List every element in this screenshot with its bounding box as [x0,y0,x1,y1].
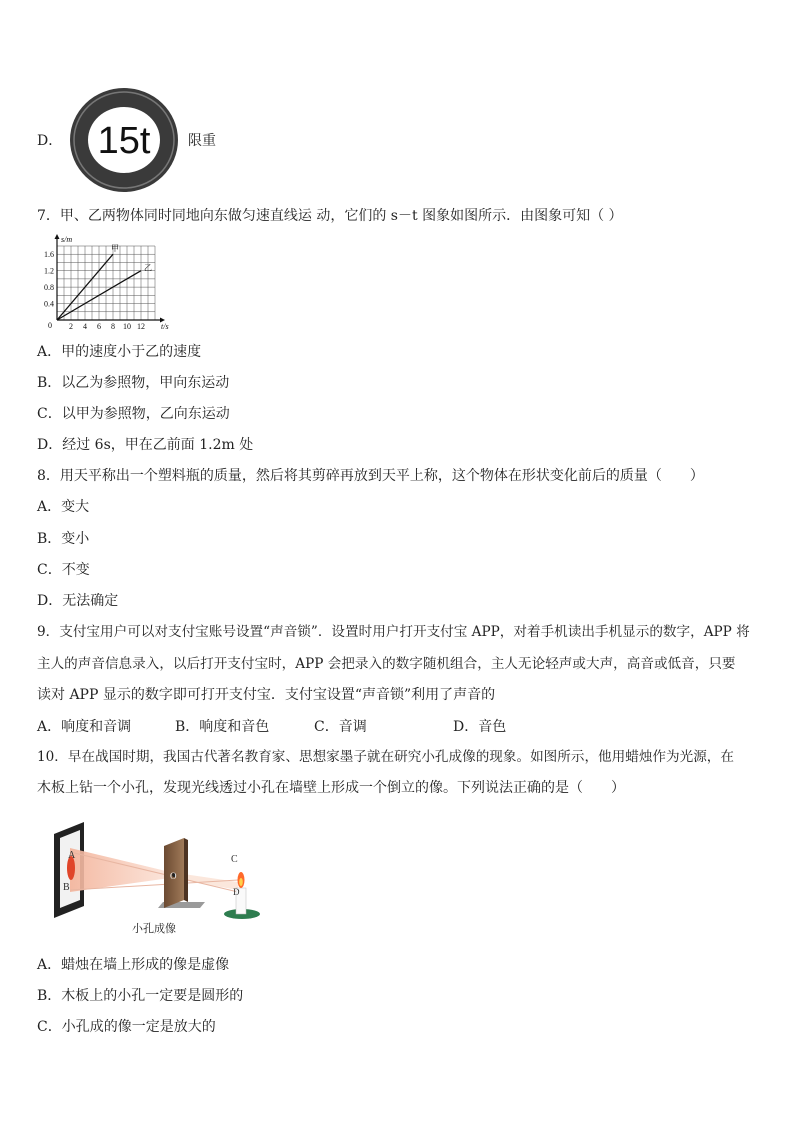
x-tick-label: 4 [83,322,87,331]
label-a: A [68,850,76,861]
x-tick-label: 2 [69,322,73,331]
label-o: O [170,871,177,881]
x-tick-label: 10 [123,322,131,331]
x-tick-label: 8 [111,322,115,331]
series-label-2: 乙 [144,263,152,273]
q7-option-a[interactable]: A．甲的速度小于乙的速度 [37,344,202,360]
y-axis-label: s/m [61,235,73,244]
q9-option-a[interactable]: A．响度和音调 [37,719,132,735]
q8-option-d[interactable]: D．无法确定 [37,593,119,609]
q9-options [0,716,794,738]
pinhole-camera-figure [40,820,270,935]
q9-stem-line-2: 主人的声音信息录入，以后打开支付宝时，APP 会把录入的数字随机组合，主人无论轻声或大声，高音或低音，只要 [37,656,736,672]
label-d: D [233,887,240,897]
q8-option-a[interactable]: A．变大 [37,499,90,515]
sign-text: 15t [97,120,151,162]
origin-label: 0 [48,321,52,330]
series-label-1: 甲 [111,244,119,254]
x-axis-label: t/s [161,322,169,331]
q10-stem-line-1: 10．早在战国时期，我国古代著名教育家、思想家墨子就在研究小孔成像的现象。如图所示，他用蜡烛作为光源，在 [37,749,734,765]
y-tick-label: 1.2 [44,266,54,276]
q9-stem-line-3: 读对 APP 显示的数字即可打开支付宝．支付宝设置“声音锁”利用了声音的 [37,687,496,703]
q9-option-d[interactable]: D．音色 [453,719,507,735]
q10-option-a[interactable]: A．蜡烛在墙上形成的像是虚像 [37,957,230,973]
option-d-suffix: 限重 [188,133,216,149]
q10-option-c[interactable]: C．小孔成的像一定是放大的 [37,1019,216,1035]
x-tick-label: 6 [97,322,101,331]
y-tick-label: 0.4 [44,299,54,309]
q9-option-c[interactable]: C．音调 [314,719,367,735]
q8-option-b[interactable]: B．变小 [37,531,90,547]
y-axis-arrow [55,234,60,239]
candle-icon [224,872,260,919]
q7-option-c[interactable]: C．以甲为参照物，乙向东运动 [37,406,230,422]
y-tick-label: 1.6 [44,250,54,260]
q7-stem: 7．甲、乙两物体同时同地向东做匀速直线运 动，它们的 s－t 图象如图所示．由图象可知（ ） [37,208,623,224]
label-c: C [231,854,238,865]
s-t-chart [37,234,167,334]
wooden-board [158,838,205,908]
q8-stem: 8．用天平称出一个塑料瓶的质量，然后将其剪碎再放到天平上称，这个物体在形状变化前后的质量（ ） [37,468,704,484]
option-d-label: D． [37,133,63,149]
figure-caption: 小孔成像 [132,923,176,935]
weight-limit-sign [60,82,180,202]
q7-option-d[interactable]: D．经过 6s，甲在乙前面 1.2m 处 [37,437,254,453]
q9-option-b[interactable]: B．响度和音色 [175,719,270,735]
q10-stem-line-2: 木板上钻一个小孔，发现光线透过小孔在墙壁上形成一个倒立的像。下列说法正确的是（ ） [37,780,625,796]
q10-option-b[interactable]: B．木板上的小孔一定要是圆形的 [37,988,244,1004]
q9-stem-line-1: 9．支付宝用户可以对支付宝账号设置“声音锁”．设置时用户打开支付宝 APP，对着手机读出手机显示的数字，APP 将 [37,624,750,640]
label-b: B [63,882,70,893]
q7-option-b[interactable]: B．以乙为参照物，甲向东运动 [37,375,230,391]
x-tick-label: 12 [137,322,145,331]
y-tick-label: 0.8 [44,283,54,293]
weight-limit-sign-icon [60,82,180,202]
q8-option-c[interactable]: C．不变 [37,562,90,578]
